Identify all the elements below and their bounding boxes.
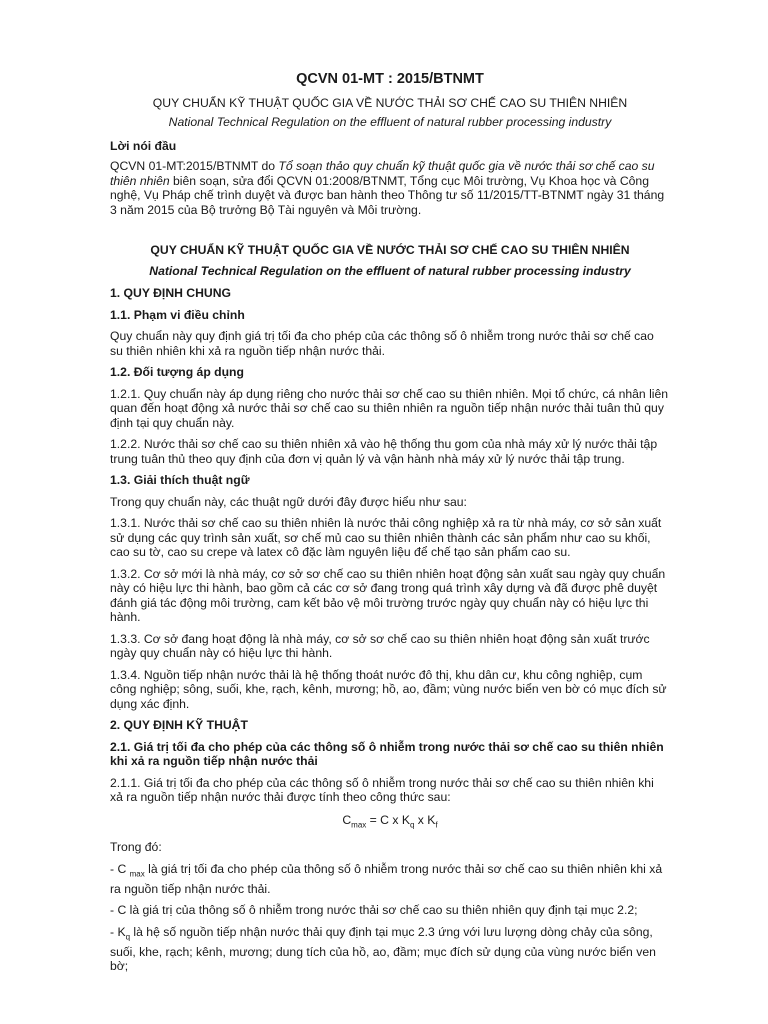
section-1-3-2-text: 1.3.2. Cơ sở mới là nhà máy, cơ sở sơ chế cao su thiên nhiên hoạt động sản xuất sau ngày quy chuẩn này có hiệu lực thi hành, bao gồm cả các cơ sở đang trong quá trình xây dựng và đã được phê duyệt đánh giá tác động môi trường, cam kết bảo vệ môi trường trước ngày quy chuẩn này có hiệu lực thi hành. xyxy=(110,566,666,624)
document-title-en: National Technical Regulation on the effluent of natural rubber processing industry xyxy=(168,115,612,129)
definition-cmax xyxy=(110,862,670,896)
def3-prefix: - K xyxy=(110,924,126,939)
formula-lhs-sub: max xyxy=(351,819,367,829)
def3-sub: q xyxy=(125,932,131,942)
document-page xyxy=(110,72,670,981)
preface-heading: Lời nói đầu xyxy=(110,138,177,153)
section-1-3-heading: 1.3. Giải thích thuật ngữ xyxy=(110,473,250,487)
definition-c: - C là giá trị của thông số ô nhiễm trong nước thải sơ chế cao su thiên nhiên quy định tại mục 2.2; xyxy=(110,903,638,918)
def1-text: là giá trị tối đa cho phép của thông số ô nhiễm trong nước thải sơ chế cao su thiên nhiên khi xả ra nguồn tiếp nhận nước thải. xyxy=(110,861,663,896)
section-1-3-4-text: 1.3.4. Nguồn tiếp nhận nước thải là hệ thống thoát nước đô thị, khu dân cư, khu công nghiệp, cụm công nghiệp; sông, suối, khe, rạch, kênh, mương; hồ, ao, đầm; vùng nước biển ven bờ có mục đích sử dụng xác định. xyxy=(110,667,667,711)
section-1-heading: 1. QUY ĐỊNH CHUNG xyxy=(110,286,231,300)
formula-mid: = C x K xyxy=(366,812,410,827)
document-title-vi: QUY CHUẨN KỸ THUẬT QUỐC GIA VỀ NƯỚC THẢI SƠ CHẾ CAO SU THIÊN NHIÊN xyxy=(152,95,628,110)
section-1-3-intro: Trong quy chuẩn này, các thuật ngữ dưới đây được hiểu như sau: xyxy=(110,494,467,509)
section-2-1-heading: 2.1. Giá trị tối đa cho phép của các thông số ô nhiễm trong nước thải sơ chế cao su thiên nhiên khi xả ra nguồn tiếp nhận nước thải xyxy=(110,739,664,768)
def3-text: là hệ số nguồn tiếp nhận nước thải quy định tại mục 2.3 ứng với lưu lượng dòng chảy của sông, suối, khe, rạch; kênh, mương; dung tích của hồ, ao, đầm; mục đích sử dụng của vùng nước biển ven bờ; xyxy=(110,924,656,974)
section-1-3-1-text: 1.3.1. Nước thải sơ chế cao su thiên nhiên là nước thải công nghiệp xả ra từ nhà máy, cơ sở sản xuất sử dụng các quy trình sản xuất, sơ chế mủ cao su thiên nhiên thành các sản phẩm như cao su khối, cao su tờ, cao su crepe và latex cô đặc làm nguyên liệu để chế tạo sản phẩm cao su. xyxy=(110,516,662,559)
def1-prefix: - C xyxy=(110,861,130,876)
main-title-en: National Technical Regulation on the effluent of natural rubber processing industry xyxy=(149,263,631,278)
where-label: Trong đó: xyxy=(110,840,162,855)
preface-text-before: QCVN 01-MT:2015/BTNMT do xyxy=(110,159,279,173)
section-1-1-heading: 1.1. Phạm vi điều chỉnh xyxy=(110,307,245,322)
section-1-1-text: Quy chuẩn này quy định giá trị tối đa cho phép của các thông số ô nhiễm trong nước thải sơ chế cao su thiên nhiên khi xả ra nguồn tiếp nhận nước thải. xyxy=(110,329,654,358)
formula-k2-sub: f xyxy=(435,819,438,829)
section-1-2-heading: 1.2. Đối tượng áp dụng xyxy=(110,365,244,379)
formula xyxy=(110,813,670,833)
formula-k1-sub: q xyxy=(409,819,415,829)
main-title-vi: QUY CHUẨN KỸ THUẬT QUỐC GIA VỀ NƯỚC THẢI SƠ CHẾ CAO SU THIÊN NHIÊN xyxy=(150,243,630,257)
def1-sub: max xyxy=(129,869,145,879)
document-code: QCVN 01-MT : 2015/BTNMT xyxy=(296,71,484,87)
definition-kq xyxy=(110,925,670,974)
preface-paragraph xyxy=(110,159,670,217)
formula-x: x K xyxy=(414,812,436,827)
preface-text-after: biên soạn, sửa đổi QCVN 01:2008/BTNMT, Tổng cục Môi trường, Vụ Khoa học và Công nghệ, Vụ Pháp chế trình duyệt và được ban hành theo Thông tư số 11/2015/TT-BTNMT ngày 31 tháng 3 năm 2015 của Bộ trưởng Bộ Tài nguyên và Môi trường. xyxy=(110,173,665,217)
formula-lhs: C xyxy=(342,812,352,827)
section-1-2-1-text: 1.2.1. Quy chuẩn này áp dụng riêng cho nước thải sơ chế cao su thiên nhiên. Mọi tổ chức, cá nhân liên quan đến hoạt động xả nước thải sơ chế cao su thiên nhiên ra nguồn tiếp nhận nước thải tuân thủ quy định tại quy chuẩn này. xyxy=(110,386,669,430)
preface-text-italic: Tổ soạn thảo quy chuẩn kỹ thuật quốc gia về nước thải sơ chế cao su thiên nhiên xyxy=(110,159,655,188)
section-1-2-2-text: 1.2.2. Nước thải sơ chế cao su thiên nhiên xả vào hệ thống thu gom của nhà máy xử lý nước thải tập trung tuân thủ theo quy định của đơn vị quản lý và vận hành nhà máy xử lý nước thải tập trung. xyxy=(110,437,658,466)
section-2-1-1-text: 2.1.1. Giá trị tối đa cho phép của các thông số ô nhiễm trong nước thải sơ chế cao su thiên nhiên khi xả ra nguồn tiếp nhận nước thải được tính theo công thức sau: xyxy=(110,775,654,804)
section-1-3-3-text: 1.3.3. Cơ sở đang hoạt động là nhà máy, cơ sở sơ chế cao su thiên nhiên hoạt động sản xuất trước ngày quy chuẩn này có hiệu lực thi hành. xyxy=(110,631,650,660)
section-2-heading: 2. QUY ĐỊNH KỸ THUẬT xyxy=(110,718,248,732)
